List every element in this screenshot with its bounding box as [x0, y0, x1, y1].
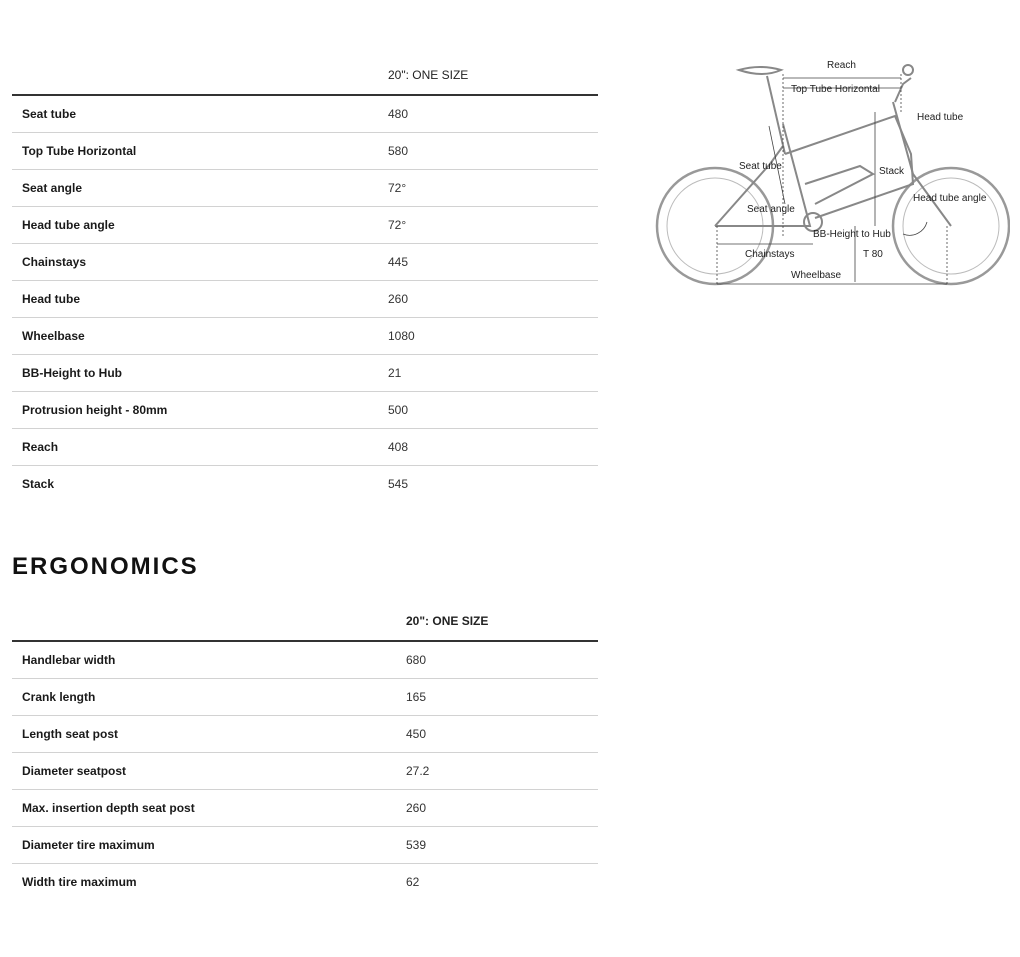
table-row [12, 355, 598, 392]
saddle [739, 67, 781, 74]
size-column-header: 20": ONE SIZE [406, 614, 489, 628]
row-label: Width tire maximum [22, 875, 137, 889]
row-value: 21 [388, 366, 402, 380]
row-value: 1080 [388, 329, 415, 343]
table-row [12, 244, 598, 281]
table-row [12, 827, 598, 864]
table-row [12, 790, 598, 827]
bike-geometry-diagram [655, 54, 1010, 294]
table-row [12, 281, 598, 318]
row-value: 72° [388, 218, 407, 232]
label-seat-angle: Seat angle [747, 204, 795, 215]
row-value: 260 [406, 801, 427, 815]
ergonomics-table [12, 602, 598, 900]
row-value: 165 [406, 690, 427, 704]
row-value: 680 [406, 653, 427, 667]
row-value: 545 [388, 477, 409, 491]
row-label: Reach [22, 440, 59, 454]
label-t80: T 80 [863, 249, 883, 260]
row-value: 72° [388, 181, 407, 195]
label-top-tube: Top Tube Horizontal [791, 84, 880, 95]
table-row [12, 864, 598, 900]
row-label: Head tube [22, 292, 81, 306]
row-value: 27.2 [406, 764, 430, 778]
table-row [12, 642, 598, 679]
row-label: Chainstays [22, 255, 87, 269]
row-label: Handlebar width [22, 653, 116, 667]
label-stack: Stack [879, 166, 905, 177]
row-label: Length seat post [22, 727, 119, 741]
table-row [12, 96, 598, 133]
row-label: Head tube angle [22, 218, 115, 232]
row-value: 408 [388, 440, 409, 454]
ergonomics-table-header [12, 602, 598, 642]
row-label: Diameter tire maximum [22, 838, 155, 852]
row-value: 539 [406, 838, 427, 852]
row-label: Protrusion height - 80mm [22, 403, 168, 417]
row-label: Wheelbase [22, 329, 85, 343]
row-value: 500 [388, 403, 409, 417]
label-wheelbase: Wheelbase [791, 270, 842, 281]
table-row [12, 753, 598, 790]
geometry-table-header [12, 56, 598, 96]
row-label: Seat tube [22, 107, 77, 121]
row-label: Stack [22, 477, 55, 491]
label-reach: Reach [827, 60, 856, 71]
row-value: 260 [388, 292, 409, 306]
row-label: Top Tube Horizontal [22, 144, 137, 158]
row-label: BB-Height to Hub [22, 366, 122, 380]
size-column-header: 20": ONE SIZE [388, 68, 469, 82]
table-row [12, 170, 598, 207]
row-value: 480 [388, 107, 409, 121]
row-value: 580 [388, 144, 409, 158]
label-bb-height: BB-Height to Hub [813, 229, 891, 240]
label-head-tube: Head tube [917, 112, 964, 123]
row-label: Max. insertion depth seat post [22, 801, 195, 815]
table-row [12, 466, 598, 502]
label-chainstays: Chainstays [745, 249, 795, 260]
row-label: Seat angle [22, 181, 83, 195]
table-row [12, 133, 598, 170]
handlebar-grip [903, 65, 913, 75]
table-row [12, 716, 598, 753]
table-row [12, 207, 598, 244]
row-value: 445 [388, 255, 409, 269]
row-label: Crank length [22, 690, 96, 704]
seatpost [767, 76, 785, 154]
table-row [12, 318, 598, 355]
ergonomics-title: ERGONOMICS [12, 553, 199, 580]
table-row [12, 429, 598, 466]
label-head-tube-angle: Head tube angle [913, 193, 987, 204]
label-seat-tube: Seat tube [739, 161, 782, 172]
table-row [12, 679, 598, 716]
geometry-table [12, 56, 598, 502]
row-value: 450 [406, 727, 427, 741]
table-row [12, 392, 598, 429]
row-label: Diameter seatpost [22, 764, 127, 778]
row-value: 62 [406, 875, 420, 889]
